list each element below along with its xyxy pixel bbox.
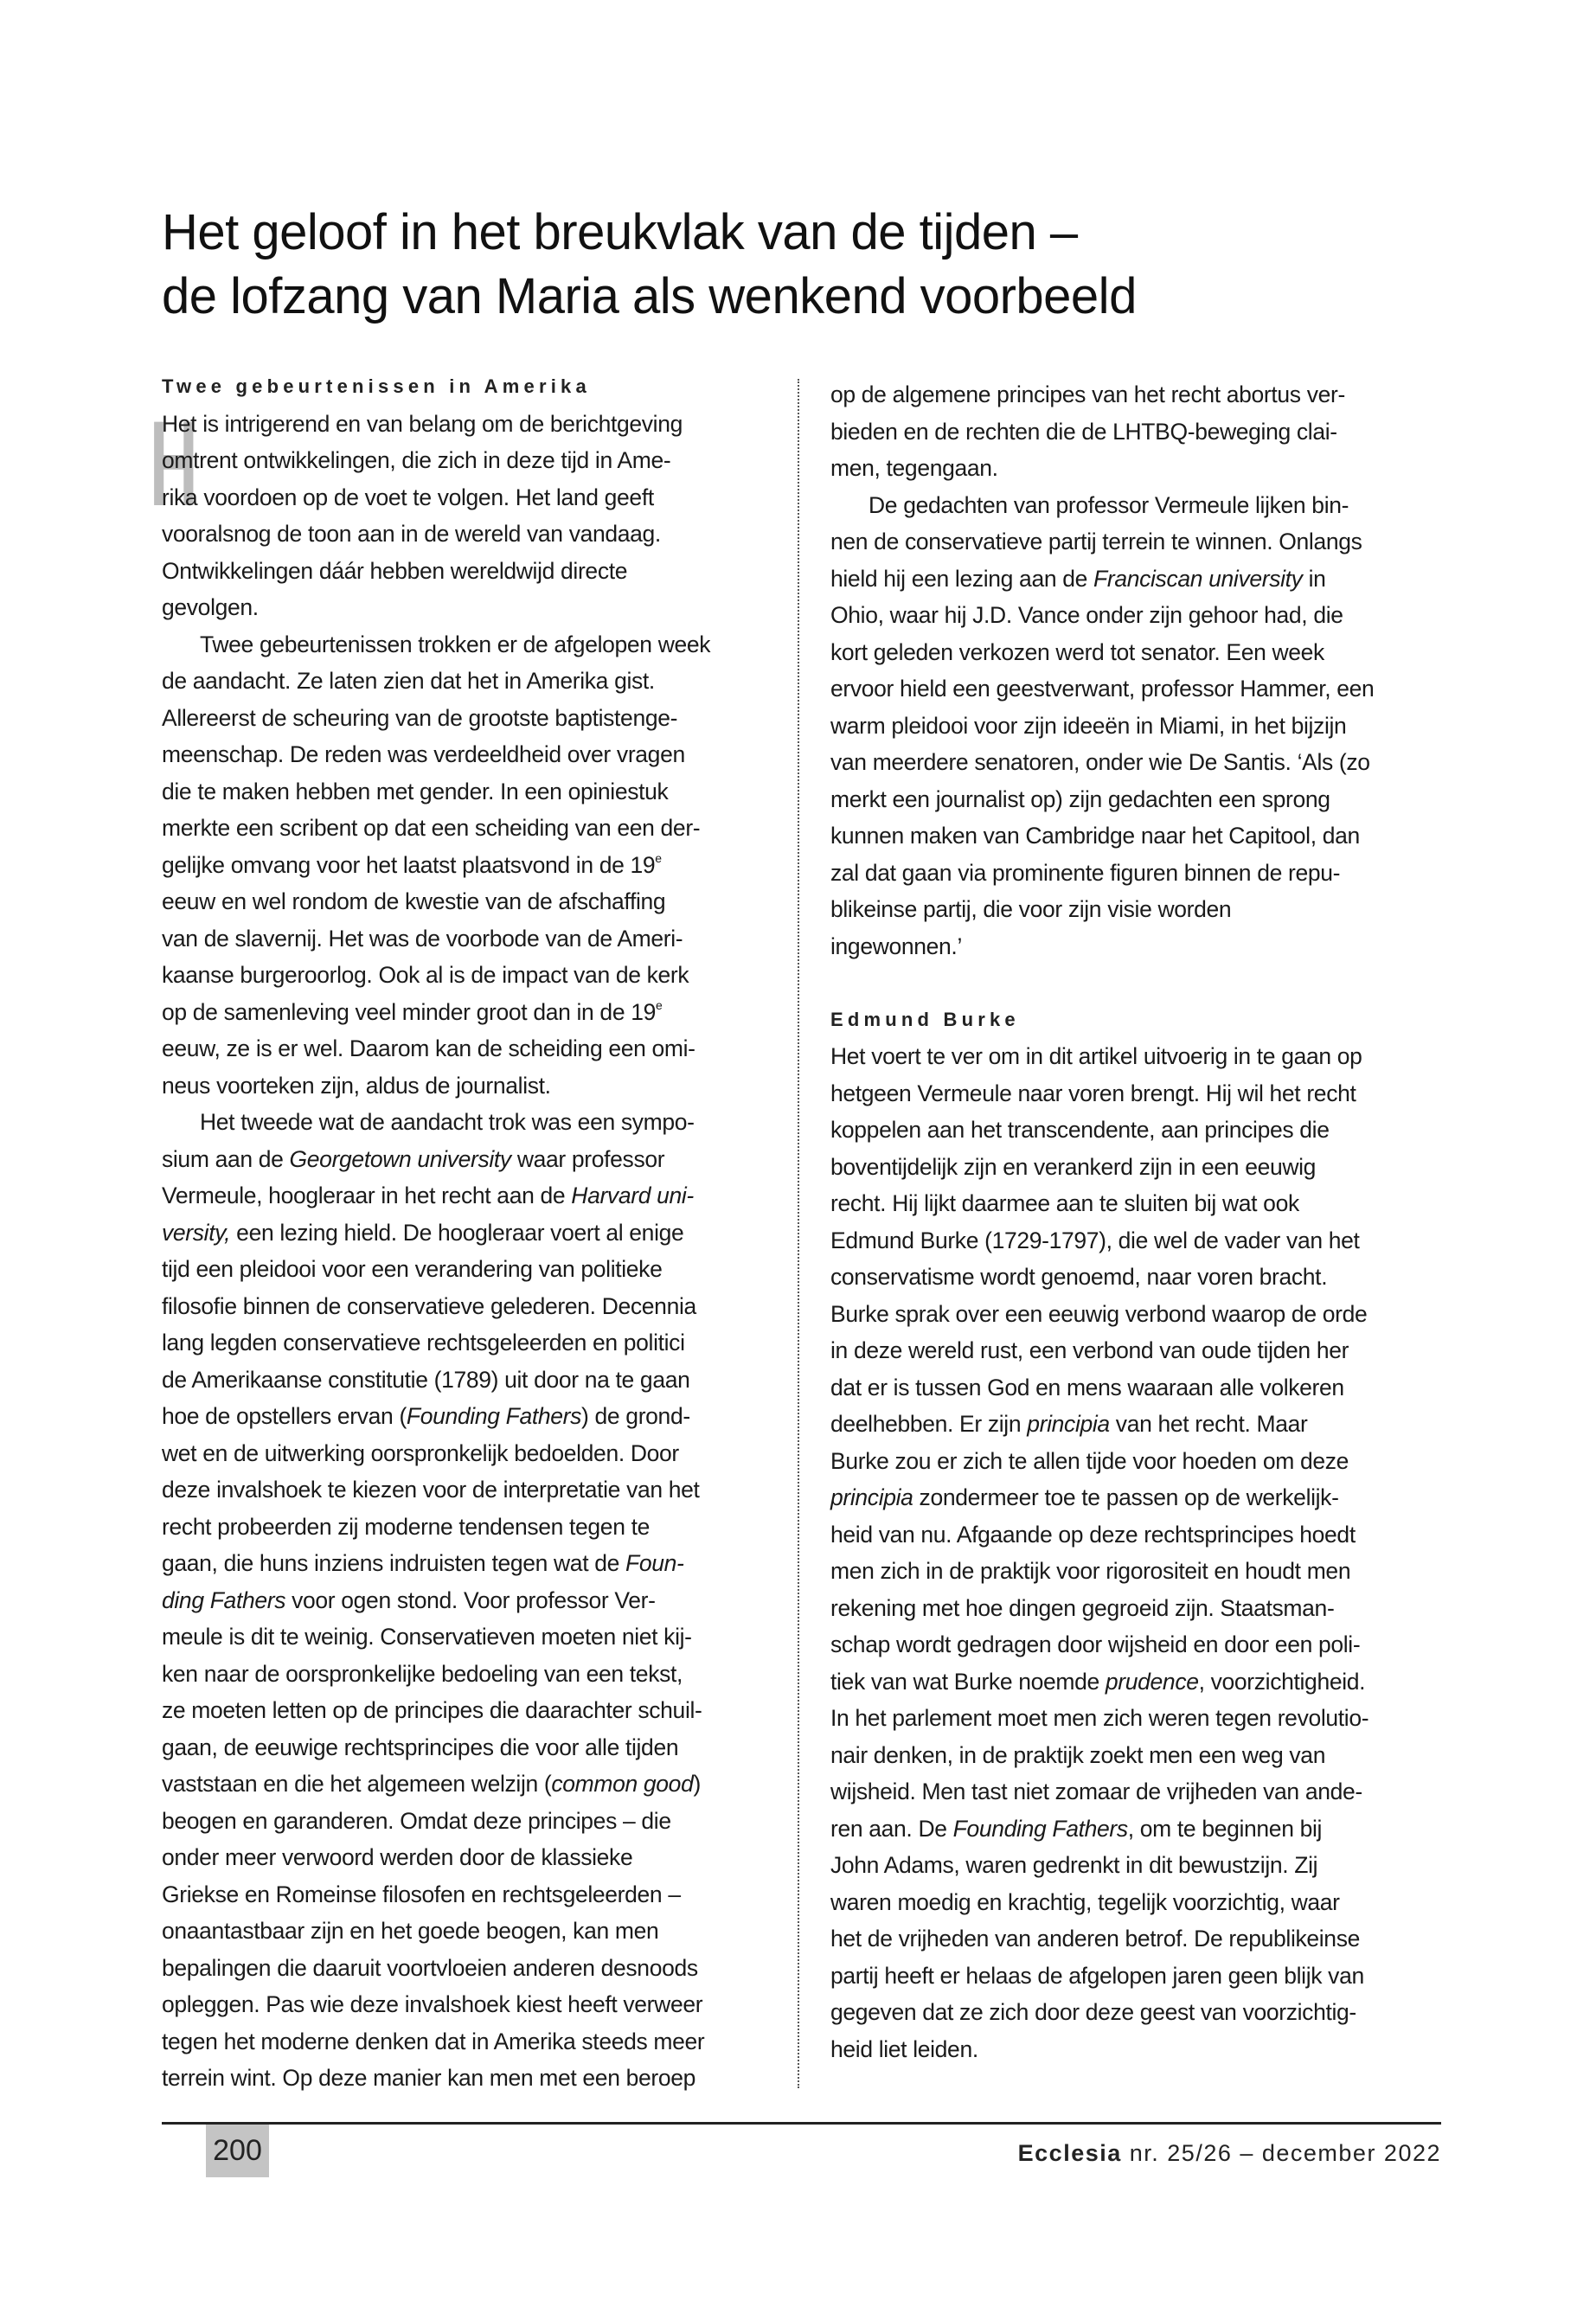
text-line <box>830 891 1445 928</box>
text-line <box>162 626 767 663</box>
text-run: boventijdelijk zijn en verankerd zijn in een eeuwig <box>830 1153 1317 1180</box>
journal-footer <box>1018 2140 1441 2167</box>
text-line <box>830 1773 1445 1811</box>
text-run: Burke zou er zich te allen tijde voor hoeden om deze <box>830 1447 1349 1474</box>
paragraph <box>830 376 1445 487</box>
text-run: de Amerikaanse constitutie (1789) uit door na te gaan <box>162 1366 690 1393</box>
italic-text: Founding Fathers <box>406 1403 582 1429</box>
text-run: filosofie binnen de conservatieve gelederen. Decennia <box>162 1292 696 1319</box>
journal-issue: nr. 25/26 – december 2022 <box>1129 2140 1441 2166</box>
text-line <box>162 1582 767 1619</box>
text-line <box>162 553 767 590</box>
text-line <box>830 1553 1445 1590</box>
text-run: voor ogen stond. Voor professor Ver- <box>285 1586 656 1613</box>
text-run: eeuw, ze is er wel. Daarom kan de scheiding een omi- <box>162 1035 695 1061</box>
text-line <box>830 1737 1445 1774</box>
text-run: ) de grond- <box>581 1403 690 1429</box>
text-run: kort geleden verkozen werd tot senator. Een week <box>830 638 1324 665</box>
text-line <box>162 663 767 700</box>
text-line <box>162 883 767 920</box>
text-line <box>162 1950 767 1987</box>
text-run: ken naar de oorspronkelijke bedoeling van een tekst, <box>162 1660 683 1687</box>
text-run: kunnen maken van Cambridge naar het Capitool, dan <box>830 823 1360 849</box>
text-line <box>830 1479 1445 1516</box>
text-line <box>830 1847 1445 1884</box>
text-run: , om te beginnen bij <box>1127 1815 1323 1842</box>
section-heading: Edmund Burke <box>830 1008 1020 1030</box>
text-run: gaan, de eeuwige rechtsprincipes die voor alle tijden <box>162 1734 679 1760</box>
text-run: koppelen aan het transcendente, aan principes die <box>830 1117 1330 1143</box>
text-run: partij heeft er helaas de afgelopen jaren geen blijk van <box>830 1962 1364 1989</box>
left-column <box>162 369 767 2097</box>
text-run: ) <box>693 1771 701 1797</box>
text-run: beogen en garanderen. Omdat deze principes – die <box>162 1807 671 1834</box>
text-run: merkte een scribent op dat een scheiding van een der- <box>162 815 701 841</box>
text-line <box>830 1149 1445 1186</box>
text-line <box>162 589 767 626</box>
text-run: gelijke omvang voor het laatst plaatsvond in de 19 <box>162 851 656 878</box>
text-line <box>162 1030 767 1067</box>
text-run: conservatisme wordt genoemd, naar voren bracht. <box>830 1264 1328 1290</box>
text-line <box>162 1324 767 1362</box>
text-run: blikeinse partij, die voor zijn visie worden <box>830 896 1232 922</box>
text-run: Allereerst de scheuring van de grootste baptistenge- <box>162 704 678 731</box>
text-run: Het is intrigerend en van belang om de berichtgeving <box>162 410 683 437</box>
text-line <box>830 450 1445 487</box>
text-run: op de samenleving veel minder groot dan in de 19 <box>162 998 657 1025</box>
italic-text: ding Fathers <box>162 1586 286 1613</box>
text-run: het de vrijheden van anderen betrof. De republikeinse <box>830 1926 1360 1952</box>
text-line <box>162 1876 767 1913</box>
text-run: van de slavernij. Het was de voorbode van de Ameri- <box>162 925 683 952</box>
text-run: deze invalshoek te kiezen voor de interpretatie van het <box>162 1477 700 1503</box>
text-line <box>162 2060 767 2097</box>
text-run: meenschap. De reden was verdeeldheid over vragen <box>162 741 685 767</box>
text-run: een lezing hield. De hoogleraar voert al enige <box>230 1219 684 1246</box>
spacer <box>830 965 1445 1002</box>
text-run: waar professor <box>510 1145 665 1172</box>
text-run: gegeven dat ze zich door deze geest van voorzichtig- <box>830 1999 1356 2025</box>
text-line <box>830 1884 1445 1921</box>
text-line <box>830 781 1445 818</box>
text-line <box>830 928 1445 965</box>
text-line <box>162 1545 767 1582</box>
text-line <box>162 1398 767 1435</box>
text-run: kaanse burgeroorlog. Ook al is de impact van de kerk <box>162 962 689 988</box>
text-run: heid van nu. Afgaande op deze rechtsprincipes hoedt <box>830 1521 1356 1548</box>
text-run: merkt een journalist op) zijn gedachten een sprong <box>830 785 1330 812</box>
italic-text: principia <box>1027 1411 1110 1437</box>
text-run: Ontwikkelingen dáár hebben wereldwijd directe <box>162 557 628 584</box>
text-run: recht probeerden zij moderne tendensen tegen te <box>162 1513 651 1540</box>
text-run: vaststaan en die het algemeen welzijn ( <box>162 1771 552 1797</box>
text-line <box>162 1251 767 1288</box>
text-line <box>830 1516 1445 1554</box>
text-run: onaantastbaar zijn en het goede beogen, kan men <box>162 1918 659 1944</box>
text-run: In het parlement moet men zich weren tegen revolutio- <box>830 1705 1369 1731</box>
text-line <box>830 708 1445 745</box>
journal-name: Ecclesia <box>1017 2140 1122 2166</box>
text-line <box>162 2023 767 2061</box>
text-run: eeuw en wel rondom de kwestie van de afschaffing <box>162 888 666 914</box>
text-run: De gedachten van professor Vermeule lijken bin- <box>869 491 1349 518</box>
text-line <box>162 1104 767 1141</box>
text-line <box>162 957 767 994</box>
italic-text: Georgetown university <box>289 1145 511 1172</box>
page-number: 200 <box>206 2125 269 2177</box>
title-line-1: Het geloof in het breukvlak van de tijden – <box>162 204 1078 260</box>
text-line <box>162 1803 767 1840</box>
text-line <box>830 744 1445 781</box>
text-line <box>162 920 767 958</box>
text-run: vooralsnog de toon aan in de wereld van vandaag. <box>162 521 661 547</box>
text-line <box>162 1692 767 1729</box>
paragraph <box>162 626 767 1105</box>
text-line <box>162 1215 767 1252</box>
text-run: Vermeule, hoogleraar in het recht aan de <box>162 1183 572 1208</box>
text-run: sium aan de <box>162 1145 290 1172</box>
text-run: tiek van wat Burke noemde <box>830 1668 1106 1695</box>
text-line <box>162 1362 767 1399</box>
paragraph <box>162 406 767 626</box>
text-run: hield hij een lezing aan de <box>830 565 1094 592</box>
text-line <box>830 1700 1445 1737</box>
text-run: zal dat gaan via prominente figuren binnen de repu- <box>830 859 1341 886</box>
text-line <box>162 1067 767 1105</box>
text-run: nen de conservatieve partij terrein te winnen. Onlangs <box>830 529 1362 554</box>
superscript: e <box>655 850 662 865</box>
text-line <box>162 773 767 811</box>
text-run: hetgeen Vermeule naar voren brengt. Hij wil het recht <box>830 1080 1356 1106</box>
text-line <box>162 1986 767 2023</box>
text-run: in <box>1302 565 1326 592</box>
right-column <box>830 376 1445 2067</box>
text-run: nair denken, in de praktijk zoekt men een weg van <box>830 1741 1326 1768</box>
italic-text: Harvard uni- <box>571 1183 694 1208</box>
text-run: schap wordt gedragen door wijsheid en door een poli- <box>830 1631 1361 1657</box>
superscript: e <box>656 997 663 1012</box>
text-line <box>830 1406 1445 1443</box>
text-run: wet en de uitwerking oorspronkelijk bedoelden. Door <box>162 1439 679 1466</box>
text-run: tegen het moderne denken dat in Amerika steeds meer <box>162 2028 705 2054</box>
text-run: Het voert te ver om in dit artikel uitvoerig in te gaan op <box>830 1043 1362 1069</box>
text-run: , voorzichtigheid. <box>1198 1668 1366 1695</box>
text-run: lang legden conservatieve rechtsgeleerden en politici <box>162 1330 685 1356</box>
text-line <box>830 1590 1445 1627</box>
text-run: heid liet leiden. <box>830 2035 978 2062</box>
text-line <box>830 1259 1445 1296</box>
italic-text: Franciscan university <box>1093 565 1303 592</box>
text-line <box>162 1509 767 1546</box>
text-run: van meerdere senatoren, onder wie De Santis. ‘Als (zo <box>830 749 1370 775</box>
italic-text: versity, <box>162 1219 231 1246</box>
paragraph <box>830 1038 1445 2067</box>
text-line <box>830 1222 1445 1259</box>
text-line <box>162 1618 767 1656</box>
text-line <box>162 1913 767 1950</box>
column-divider <box>798 379 799 2088</box>
text-run: wijsheid. Men tast niet zomaar de vrijheden van ande- <box>830 1779 1362 1804</box>
text-line <box>162 516 767 553</box>
text-run: onder meer verwoord werden door de klassieke <box>162 1844 633 1870</box>
text-run: op de algemene principes van het recht abortus ver- <box>830 381 1345 407</box>
text-run: ervoor hield een geestverwant, professor Hammer, een <box>830 676 1375 702</box>
text-line <box>830 1443 1445 1480</box>
text-line <box>162 479 767 516</box>
italic-text: Foun- <box>625 1550 684 1576</box>
text-run: neus voorteken zijn, aldus de journalist. <box>162 1072 551 1099</box>
text-run: zondermeer toe te passen op de werkelijk- <box>913 1484 1339 1510</box>
text-line <box>162 1729 767 1766</box>
italic-text: Founding Fathers <box>952 1815 1128 1842</box>
text-run: de aandacht. Ze laten zien dat het in Amerika gist. <box>162 668 655 694</box>
text-line <box>830 855 1445 892</box>
text-line <box>830 1038 1445 1075</box>
text-line <box>162 442 767 479</box>
text-line <box>162 1471 767 1509</box>
text-run: Edmund Burke (1729-1797), die wel de vader van het <box>830 1227 1360 1253</box>
text-line <box>830 376 1445 413</box>
text-line <box>830 1296 1445 1333</box>
text-line <box>162 700 767 737</box>
text-line <box>830 1626 1445 1663</box>
italic-text: principia <box>830 1484 913 1510</box>
text-line <box>830 1332 1445 1369</box>
text-line <box>830 1958 1445 1995</box>
text-line <box>162 1288 767 1325</box>
text-line <box>830 523 1445 561</box>
text-run: ze moeten letten op de principes die daarachter schuil- <box>162 1697 702 1723</box>
text-line <box>162 994 767 1031</box>
italic-text: common good <box>551 1771 694 1797</box>
text-line <box>830 1920 1445 1958</box>
article-title <box>162 201 1137 329</box>
text-run: bieden en de rechten die de LHTBQ-beweging clai- <box>830 418 1337 445</box>
text-line <box>830 1369 1445 1407</box>
text-line <box>830 561 1445 598</box>
text-line <box>162 1656 767 1693</box>
text-line <box>830 634 1445 671</box>
text-line <box>830 413 1445 451</box>
text-run: Ohio, waar hij J.D. Vance onder zijn gehoor had, die <box>830 602 1343 628</box>
text-line <box>830 1185 1445 1222</box>
text-run: opleggen. Pas wie deze invalshoek kiest heeft verweer <box>162 1991 703 2017</box>
text-run: warm pleidooi voor zijn ideeën in Miami, in het bijzijn <box>830 712 1347 739</box>
text-run: hoe de opstellers ervan ( <box>162 1403 407 1429</box>
italic-text: prudence <box>1105 1668 1199 1695</box>
text-line <box>162 1141 767 1178</box>
text-line <box>162 810 767 847</box>
text-run: van het recht. Maar <box>1109 1411 1308 1437</box>
text-run: ingewonnen.’ <box>830 933 962 959</box>
section-heading: Twee gebeurtenissen in Amerika <box>162 375 591 397</box>
paragraph <box>830 487 1445 965</box>
text-run: waren moedig en krachtig, tegelijk voorzichtig, waar <box>830 1888 1340 1915</box>
text-run: gevolgen. <box>162 594 259 620</box>
text-run: bepalingen die daaruit voortvloeien anderen desnoods <box>162 1954 698 1981</box>
text-run: die te maken hebben met gender. In een opiniestuk <box>162 778 669 804</box>
text-run: Griekse en Romeinse filosofen en rechtsgeleerden – <box>162 1881 681 1907</box>
footer-rule <box>162 2122 1441 2125</box>
text-run: John Adams, waren gedrenkt in dit bewustzijn. Zij <box>830 1852 1318 1878</box>
text-line <box>830 1112 1445 1149</box>
text-line <box>830 1811 1445 1848</box>
text-run: meule is dit te weinig. Conservatieven moeten niet kij- <box>162 1624 692 1650</box>
text-line <box>162 1766 767 1803</box>
text-line <box>162 736 767 773</box>
title-line-2: de lofzang van Maria als wenkend voorbeeld <box>162 268 1137 324</box>
text-run: in deze wereld rust, een verbond van oude tijden her <box>830 1337 1349 1363</box>
text-line <box>830 597 1445 634</box>
text-run: terrein wint. Op deze manier kan men met een beroep <box>162 2065 696 2091</box>
text-run: Burke sprak over een eeuwig verbond waarop de orde <box>830 1300 1368 1327</box>
text-line <box>830 817 1445 855</box>
text-run: gaan, die huns inziens indruisten tegen wat de <box>162 1550 626 1576</box>
text-run: ren aan. De <box>830 1815 953 1842</box>
text-line <box>830 1663 1445 1701</box>
text-run: Het tweede wat de aandacht trok was een sympo- <box>200 1109 695 1135</box>
text-run: men, tegengaan. <box>830 455 998 481</box>
text-run: rekening met hoe dingen gegroeid zijn. Staatsman- <box>830 1594 1335 1621</box>
text-run: tijd een pleidooi voor een verandering van politieke <box>162 1256 663 1282</box>
text-run: Twee gebeurtenissen trokken er de afgelopen week <box>200 631 711 657</box>
text-line <box>830 1075 1445 1112</box>
drop-cap: H <box>150 395 198 531</box>
text-run: men zich in de praktijk voor rigorositeit en houdt men <box>830 1558 1351 1584</box>
text-run: rika voordoen op de voet te volgen. Het land geeft <box>162 484 654 510</box>
text-run: omtrent ontwikkelingen, die zich in deze tijd in Ame- <box>162 447 671 473</box>
text-line <box>830 2031 1445 2068</box>
paragraph <box>162 1104 767 2097</box>
text-line <box>162 406 767 443</box>
text-line <box>830 670 1445 708</box>
text-line <box>162 1435 767 1472</box>
text-line <box>162 847 767 884</box>
text-line <box>830 1994 1445 2031</box>
text-run: dat er is tussen God en mens waaraan alle volkeren <box>830 1374 1344 1400</box>
text-run: deelhebben. Er zijn <box>830 1411 1028 1437</box>
text-line <box>830 487 1445 524</box>
text-line <box>162 1839 767 1876</box>
text-line <box>162 1177 767 1215</box>
text-run: recht. Hij lijkt daarmee aan te sluiten bij wat ook <box>830 1190 1299 1216</box>
